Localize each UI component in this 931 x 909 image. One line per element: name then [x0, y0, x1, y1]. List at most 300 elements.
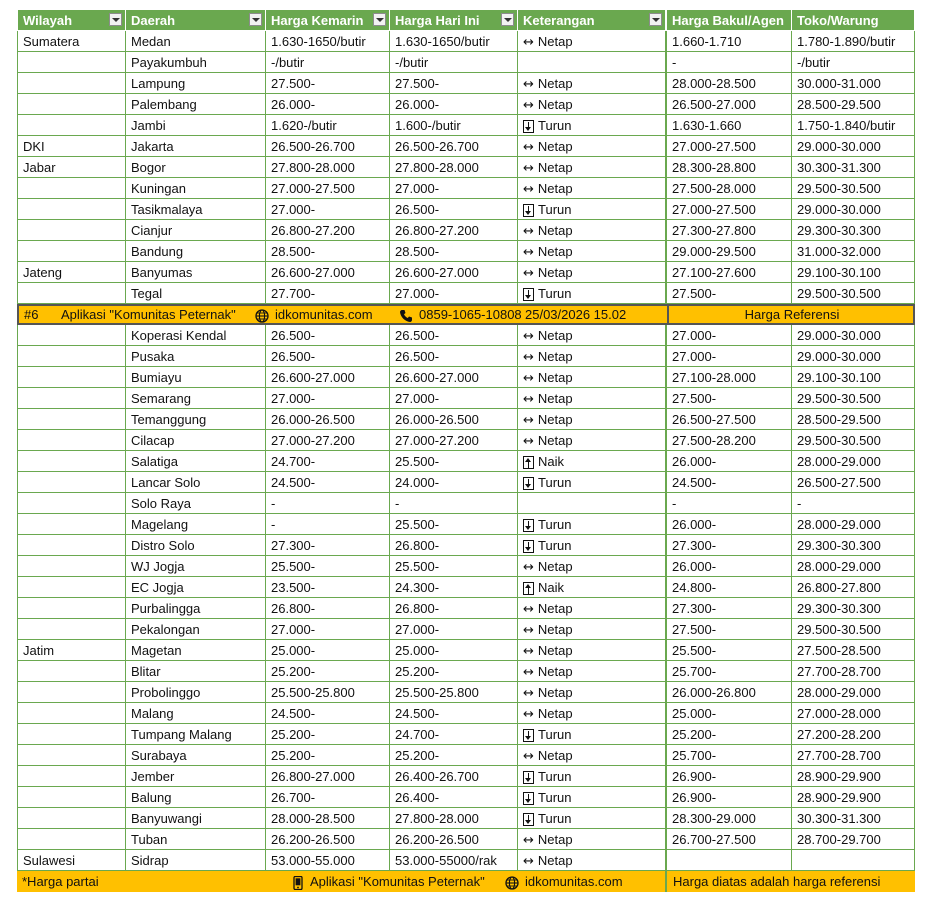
- cell-kemarin[interactable]: 28.500-: [265, 241, 389, 262]
- cell-hari-ini[interactable]: 25.500-: [389, 514, 517, 535]
- cell-bakul[interactable]: 26.000-: [665, 514, 791, 535]
- cell-bakul[interactable]: 27.500-: [665, 388, 791, 409]
- cell-daerah[interactable]: Bumiayu: [125, 367, 265, 388]
- cell-wilayah[interactable]: [17, 325, 125, 346]
- cell-hari-ini[interactable]: 27.000-: [389, 178, 517, 199]
- cell-toko[interactable]: 28.900-29.900: [791, 766, 915, 787]
- cell-daerah[interactable]: Bogor: [125, 157, 265, 178]
- cell-wilayah[interactable]: [17, 409, 125, 430]
- cell-kemarin[interactable]: 53.000-55.000: [265, 850, 389, 871]
- cell-status[interactable]: [517, 157, 665, 178]
- cell-hari-ini[interactable]: 24.700-: [389, 724, 517, 745]
- cell-status[interactable]: [517, 703, 665, 724]
- cell-wilayah[interactable]: Jateng: [17, 262, 125, 283]
- cell-toko[interactable]: 29.100-30.100: [791, 262, 915, 283]
- cell-bakul[interactable]: 1.630-1.660: [665, 115, 791, 136]
- cell-wilayah[interactable]: [17, 724, 125, 745]
- cell-kemarin[interactable]: -/butir: [265, 52, 389, 73]
- cell-wilayah[interactable]: [17, 808, 125, 829]
- cell-hari-ini[interactable]: 25.200-: [389, 745, 517, 766]
- cell-wilayah[interactable]: [17, 73, 125, 94]
- cell-bakul[interactable]: 26.700-27.500: [665, 829, 791, 850]
- cell-status[interactable]: [517, 346, 665, 367]
- table-row: [17, 808, 915, 829]
- cell-bakul[interactable]: 25.500-: [665, 640, 791, 661]
- cell-hari-ini[interactable]: 25.000-: [389, 640, 517, 661]
- cell-kemarin[interactable]: 27.500-: [265, 73, 389, 94]
- cell-toko[interactable]: 27.700-28.700: [791, 745, 915, 766]
- cell-kemarin[interactable]: 27.000-: [265, 619, 389, 640]
- cell-toko[interactable]: 28.500-29.500: [791, 409, 915, 430]
- cell-status[interactable]: [517, 556, 665, 577]
- cell-hari-ini[interactable]: 26.600-27.000: [389, 262, 517, 283]
- cell-wilayah[interactable]: [17, 556, 125, 577]
- cell-hari-ini[interactable]: 24.000-: [389, 472, 517, 493]
- cell-bakul[interactable]: 28.000-28.500: [665, 73, 791, 94]
- filter-dropdown-icon[interactable]: [109, 13, 122, 26]
- cell-daerah[interactable]: Banyuwangi: [125, 808, 265, 829]
- cell-status[interactable]: [517, 766, 665, 787]
- cell-status[interactable]: [517, 577, 665, 598]
- cell-bakul[interactable]: -: [665, 52, 791, 73]
- cell-hari-ini[interactable]: 24.300-: [389, 577, 517, 598]
- cell-daerah[interactable]: Cianjur: [125, 220, 265, 241]
- cell-wilayah[interactable]: [17, 703, 125, 724]
- cell-status[interactable]: [517, 241, 665, 262]
- cell-kemarin[interactable]: 26.600-27.000: [265, 262, 389, 283]
- cell-wilayah[interactable]: [17, 493, 125, 514]
- cell-status[interactable]: [517, 178, 665, 199]
- cell-daerah[interactable]: Kuningan: [125, 178, 265, 199]
- cell-wilayah[interactable]: [17, 745, 125, 766]
- cell-wilayah[interactable]: [17, 577, 125, 598]
- cell-status[interactable]: [517, 262, 665, 283]
- cell-daerah[interactable]: Pusaka: [125, 346, 265, 367]
- cell-kemarin[interactable]: 26.200-26.500: [265, 829, 389, 850]
- cell-status[interactable]: [517, 745, 665, 766]
- cell-toko[interactable]: 29.500-30.500: [791, 283, 915, 304]
- cell-status[interactable]: [517, 808, 665, 829]
- cell-status[interactable]: [517, 31, 665, 52]
- cell-hari-ini[interactable]: 26.500-26.700: [389, 136, 517, 157]
- cell-hari-ini[interactable]: 24.500-: [389, 703, 517, 724]
- down-arrow-icon: [523, 540, 534, 553]
- cell-daerah[interactable]: Tuban: [125, 829, 265, 850]
- cell-toko[interactable]: 31.000-32.000: [791, 241, 915, 262]
- cell-daerah[interactable]: Cilacap: [125, 430, 265, 451]
- cell-toko[interactable]: 29.500-30.500: [791, 430, 915, 451]
- cell-hari-ini[interactable]: 25.500-25.800: [389, 682, 517, 703]
- cell-hari-ini[interactable]: 27.000-: [389, 619, 517, 640]
- cell-daerah[interactable]: Banyumas: [125, 262, 265, 283]
- cell-toko[interactable]: 27.000-28.000: [791, 703, 915, 724]
- cell-daerah[interactable]: WJ Jogja: [125, 556, 265, 577]
- cell-bakul[interactable]: 25.000-: [665, 703, 791, 724]
- cell-daerah[interactable]: Jember: [125, 766, 265, 787]
- cell-wilayah[interactable]: [17, 388, 125, 409]
- cell-kemarin[interactable]: 26.800-: [265, 598, 389, 619]
- cell-hari-ini[interactable]: 26.200-26.500: [389, 829, 517, 850]
- cell-hari-ini[interactable]: 25.200-: [389, 661, 517, 682]
- cell-toko[interactable]: 26.500-27.500: [791, 472, 915, 493]
- cell-toko[interactable]: 27.700-28.700: [791, 661, 915, 682]
- cell-toko[interactable]: 29.300-30.300: [791, 598, 915, 619]
- cell-daerah[interactable]: Sidrap: [125, 850, 265, 871]
- cell-wilayah[interactable]: [17, 283, 125, 304]
- cell-toko[interactable]: 28.900-29.900: [791, 787, 915, 808]
- cell-wilayah[interactable]: [17, 94, 125, 115]
- cell-kemarin[interactable]: 24.500-: [265, 472, 389, 493]
- cell-toko[interactable]: 1.780-1.890/butir: [791, 31, 915, 52]
- cell-kemarin[interactable]: 25.200-: [265, 724, 389, 745]
- cell-toko[interactable]: 29.500-30.500: [791, 178, 915, 199]
- cell-toko[interactable]: 29.100-30.100: [791, 367, 915, 388]
- cell-toko[interactable]: 28.000-29.000: [791, 682, 915, 703]
- cell-hari-ini[interactable]: 26.500-: [389, 346, 517, 367]
- cell-toko[interactable]: 28.000-29.000: [791, 556, 915, 577]
- filter-dropdown-icon[interactable]: [649, 13, 662, 26]
- cell-toko[interactable]: 27.500-28.500: [791, 640, 915, 661]
- cell-daerah[interactable]: Temanggung: [125, 409, 265, 430]
- cell-wilayah[interactable]: [17, 451, 125, 472]
- cell-status[interactable]: [517, 661, 665, 682]
- cell-status[interactable]: [517, 430, 665, 451]
- cell-daerah[interactable]: Palembang: [125, 94, 265, 115]
- cell-bakul[interactable]: 27.500-: [665, 283, 791, 304]
- cell-hari-ini[interactable]: 1.630-1650/butir: [389, 31, 517, 52]
- cell-daerah[interactable]: Jakarta: [125, 136, 265, 157]
- cell-status[interactable]: [517, 724, 665, 745]
- cell-wilayah[interactable]: Jatim: [17, 640, 125, 661]
- cell-bakul[interactable]: 24.800-: [665, 577, 791, 598]
- cell-bakul[interactable]: 26.900-: [665, 766, 791, 787]
- cell-status[interactable]: [517, 619, 665, 640]
- cell-daerah[interactable]: Tasikmalaya: [125, 199, 265, 220]
- cell-status[interactable]: [517, 73, 665, 94]
- left-right-arrow-icon: ↔: [523, 686, 534, 701]
- cell-wilayah[interactable]: [17, 430, 125, 451]
- cell-hari-ini[interactable]: 26.800-: [389, 598, 517, 619]
- cell-daerah[interactable]: Pekalongan: [125, 619, 265, 640]
- cell-daerah[interactable]: Lampung: [125, 73, 265, 94]
- cell-kemarin[interactable]: 25.500-: [265, 556, 389, 577]
- cell-daerah[interactable]: Blitar: [125, 661, 265, 682]
- cell-wilayah[interactable]: DKI: [17, 136, 125, 157]
- cell-kemarin[interactable]: 25.200-: [265, 661, 389, 682]
- cell-hari-ini[interactable]: -: [389, 493, 517, 514]
- cell-hari-ini[interactable]: 28.500-: [389, 241, 517, 262]
- cell-status[interactable]: [517, 535, 665, 556]
- cell-daerah[interactable]: Bandung: [125, 241, 265, 262]
- cell-hari-ini[interactable]: 26.800-27.200: [389, 220, 517, 241]
- cell-bakul[interactable]: 27.000-27.500: [665, 199, 791, 220]
- cell-daerah[interactable]: Distro Solo: [125, 535, 265, 556]
- status-label: Turun: [538, 538, 572, 553]
- cell-kemarin[interactable]: -: [265, 514, 389, 535]
- cell-toko[interactable]: 29.500-30.500: [791, 388, 915, 409]
- cell-status[interactable]: [517, 325, 665, 346]
- cell-hari-ini[interactable]: 26.800-: [389, 535, 517, 556]
- cell-status[interactable]: [517, 493, 665, 514]
- cell-wilayah[interactable]: [17, 178, 125, 199]
- cell-hari-ini[interactable]: 26.000-: [389, 94, 517, 115]
- mobile-app-icon: [292, 871, 304, 892]
- cell-toko[interactable]: 29.300-30.300: [791, 535, 915, 556]
- cell-hari-ini[interactable]: 27.000-27.200: [389, 430, 517, 451]
- cell-bakul[interactable]: 27.300-: [665, 598, 791, 619]
- cell-hari-ini[interactable]: 1.600-/butir: [389, 115, 517, 136]
- cell-toko[interactable]: 27.200-28.200: [791, 724, 915, 745]
- cell-wilayah[interactable]: [17, 472, 125, 493]
- cell-toko[interactable]: 30.300-31.300: [791, 157, 915, 178]
- cell-kemarin[interactable]: 27.000-: [265, 199, 389, 220]
- cell-kemarin[interactable]: 1.620-/butir: [265, 115, 389, 136]
- cell-bakul[interactable]: 25.700-: [665, 661, 791, 682]
- cell-kemarin[interactable]: 28.000-28.500: [265, 808, 389, 829]
- cell-bakul[interactable]: 27.100-27.600: [665, 262, 791, 283]
- cell-status[interactable]: [517, 94, 665, 115]
- cell-status[interactable]: [517, 409, 665, 430]
- cell-bakul[interactable]: 27.000-27.500: [665, 136, 791, 157]
- cell-kemarin[interactable]: -: [265, 493, 389, 514]
- table-row: [17, 514, 915, 535]
- cell-bakul[interactable]: 27.500-28.000: [665, 178, 791, 199]
- cell-hari-ini[interactable]: 27.000-: [389, 388, 517, 409]
- cell-status[interactable]: [517, 136, 665, 157]
- cell-bakul[interactable]: 26.000-26.800: [665, 682, 791, 703]
- status-label: Netap: [537, 349, 573, 364]
- table-row: [17, 472, 915, 493]
- cell-wilayah[interactable]: Jabar: [17, 157, 125, 178]
- cell-bakul[interactable]: 26.500-27.000: [665, 94, 791, 115]
- cell-daerah[interactable]: Magetan: [125, 640, 265, 661]
- cell-kemarin[interactable]: 27.000-27.200: [265, 430, 389, 451]
- down-arrow-icon: [523, 813, 534, 826]
- cell-kemarin[interactable]: 26.500-: [265, 346, 389, 367]
- cell-bakul[interactable]: 26.500-27.500: [665, 409, 791, 430]
- cell-hari-ini[interactable]: 27.000-: [389, 283, 517, 304]
- cell-kemarin[interactable]: 27.700-: [265, 283, 389, 304]
- cell-bakul[interactable]: 27.300-: [665, 535, 791, 556]
- cell-daerah[interactable]: Solo Raya: [125, 493, 265, 514]
- cell-kemarin[interactable]: 26.600-27.000: [265, 367, 389, 388]
- cell-kemarin[interactable]: 25.200-: [265, 745, 389, 766]
- cell-status[interactable]: [517, 451, 665, 472]
- left-right-arrow-icon: ↔: [523, 602, 534, 617]
- cell-hari-ini[interactable]: 26.600-27.000: [389, 367, 517, 388]
- cell-daerah[interactable]: Koperasi Kendal: [125, 325, 265, 346]
- cell-kemarin[interactable]: 23.500-: [265, 577, 389, 598]
- cell-wilayah[interactable]: [17, 682, 125, 703]
- cell-wilayah[interactable]: [17, 787, 125, 808]
- cell-kemarin[interactable]: 26.800-27.200: [265, 220, 389, 241]
- cell-status[interactable]: [517, 283, 665, 304]
- cell-wilayah[interactable]: [17, 115, 125, 136]
- cell-wilayah[interactable]: [17, 367, 125, 388]
- cell-status[interactable]: [517, 115, 665, 136]
- cell-toko[interactable]: 29.000-30.000: [791, 136, 915, 157]
- cell-bakul[interactable]: 27.500-28.200: [665, 430, 791, 451]
- cell-kemarin[interactable]: 1.630-1650/butir: [265, 31, 389, 52]
- left-right-arrow-icon: ↔: [523, 329, 534, 344]
- cell-status[interactable]: [517, 829, 665, 850]
- cell-hari-ini[interactable]: 53.000-55000/rak: [389, 850, 517, 871]
- cell-hari-ini[interactable]: 27.800-28.000: [389, 157, 517, 178]
- cell-bakul[interactable]: 27.300-27.800: [665, 220, 791, 241]
- cell-wilayah[interactable]: Sumatera: [17, 31, 125, 52]
- cell-hari-ini[interactable]: 27.800-28.000: [389, 808, 517, 829]
- cell-status[interactable]: [517, 220, 665, 241]
- cell-toko[interactable]: 29.300-30.300: [791, 220, 915, 241]
- cell-bakul[interactable]: 27.000-: [665, 346, 791, 367]
- cell-daerah[interactable]: Probolinggo: [125, 682, 265, 703]
- cell-toko[interactable]: 28.000-29.000: [791, 514, 915, 535]
- cell-kemarin[interactable]: 25.500-25.800: [265, 682, 389, 703]
- cell-kemarin[interactable]: 24.700-: [265, 451, 389, 472]
- cell-bakul[interactable]: 26.000-: [665, 556, 791, 577]
- table-row: [17, 199, 915, 220]
- cell-bakul[interactable]: 25.200-: [665, 724, 791, 745]
- cell-daerah[interactable]: Tegal: [125, 283, 265, 304]
- cell-hari-ini[interactable]: -/butir: [389, 52, 517, 73]
- cell-status[interactable]: [517, 388, 665, 409]
- cell-daerah[interactable]: Semarang: [125, 388, 265, 409]
- cell-daerah[interactable]: Payakumbuh: [125, 52, 265, 73]
- cell-toko[interactable]: 28.500-29.500: [791, 94, 915, 115]
- cell-toko[interactable]: 29.500-30.500: [791, 619, 915, 640]
- table-row: [17, 430, 915, 451]
- cell-wilayah[interactable]: [17, 514, 125, 535]
- cell-hari-ini[interactable]: 25.500-: [389, 451, 517, 472]
- cell-bakul[interactable]: [665, 850, 791, 871]
- cell-daerah[interactable]: Tumpang Malang: [125, 724, 265, 745]
- cell-wilayah[interactable]: [17, 619, 125, 640]
- cell-kemarin[interactable]: 27.800-28.000: [265, 157, 389, 178]
- cell-hari-ini[interactable]: 26.500-: [389, 325, 517, 346]
- cell-kemarin[interactable]: 26.700-: [265, 787, 389, 808]
- cell-bakul[interactable]: 29.000-29.500: [665, 241, 791, 262]
- cell-wilayah[interactable]: [17, 241, 125, 262]
- cell-daerah[interactable]: Medan: [125, 31, 265, 52]
- cell-wilayah[interactable]: [17, 199, 125, 220]
- up-arrow-icon: [523, 582, 534, 595]
- cell-hari-ini[interactable]: 27.500-: [389, 73, 517, 94]
- cell-toko[interactable]: -: [791, 493, 915, 514]
- cell-hari-ini[interactable]: 25.500-: [389, 556, 517, 577]
- cell-toko[interactable]: 28.700-29.700: [791, 829, 915, 850]
- cell-toko[interactable]: 1.750-1.840/butir: [791, 115, 915, 136]
- cell-status[interactable]: [517, 52, 665, 73]
- cell-bakul[interactable]: 24.500-: [665, 472, 791, 493]
- cell-bakul[interactable]: 1.660-1.710: [665, 31, 791, 52]
- cell-status[interactable]: [517, 514, 665, 535]
- cell-bakul[interactable]: 27.100-28.000: [665, 367, 791, 388]
- cell-daerah[interactable]: Surabaya: [125, 745, 265, 766]
- cell-kemarin[interactable]: 26.500-26.700: [265, 136, 389, 157]
- cell-daerah[interactable]: Malang: [125, 703, 265, 724]
- footer-app: Aplikasi "Komunitas Peternak": [310, 874, 485, 889]
- cell-wilayah[interactable]: [17, 52, 125, 73]
- cell-kemarin[interactable]: 26.800-27.000: [265, 766, 389, 787]
- cell-bakul[interactable]: 28.300-28.800: [665, 157, 791, 178]
- cell-kemarin[interactable]: 27.300-: [265, 535, 389, 556]
- cell-wilayah[interactable]: [17, 346, 125, 367]
- cell-toko[interactable]: 26.800-27.800: [791, 577, 915, 598]
- cell-bakul[interactable]: 28.300-29.000: [665, 808, 791, 829]
- cell-status[interactable]: [517, 598, 665, 619]
- cell-kemarin[interactable]: 27.000-27.500: [265, 178, 389, 199]
- cell-daerah[interactable]: Balung: [125, 787, 265, 808]
- filter-dropdown-icon[interactable]: [249, 13, 262, 26]
- cell-hari-ini[interactable]: 26.400-: [389, 787, 517, 808]
- cell-hari-ini[interactable]: 26.500-: [389, 199, 517, 220]
- cell-toko[interactable]: 29.000-30.000: [791, 199, 915, 220]
- cell-wilayah[interactable]: [17, 766, 125, 787]
- cell-kemarin[interactable]: 24.500-: [265, 703, 389, 724]
- cell-bakul[interactable]: 26.900-: [665, 787, 791, 808]
- cell-kemarin[interactable]: 25.000-: [265, 640, 389, 661]
- cell-kemarin[interactable]: 27.000-: [265, 388, 389, 409]
- cell-status[interactable]: [517, 472, 665, 493]
- cell-wilayah[interactable]: [17, 661, 125, 682]
- cell-daerah[interactable]: Magelang: [125, 514, 265, 535]
- cell-daerah[interactable]: EC Jogja: [125, 577, 265, 598]
- cell-daerah[interactable]: Jambi: [125, 115, 265, 136]
- header-harga-hari-ini: [389, 10, 517, 31]
- cell-toko[interactable]: 30.300-31.300: [791, 808, 915, 829]
- cell-wilayah[interactable]: [17, 598, 125, 619]
- cell-status[interactable]: [517, 199, 665, 220]
- cell-bakul[interactable]: 26.000-: [665, 451, 791, 472]
- cell-status[interactable]: [517, 850, 665, 871]
- cell-kemarin[interactable]: 26.000-: [265, 94, 389, 115]
- filter-dropdown-icon[interactable]: [373, 13, 386, 26]
- table-row: [17, 598, 915, 619]
- cell-wilayah[interactable]: [17, 829, 125, 850]
- watermark-band: [17, 304, 915, 325]
- cell-daerah[interactable]: Purbalingga: [125, 598, 265, 619]
- cell-bakul[interactable]: 27.500-: [665, 619, 791, 640]
- cell-status[interactable]: [517, 367, 665, 388]
- cell-status[interactable]: [517, 682, 665, 703]
- cell-wilayah[interactable]: [17, 220, 125, 241]
- table-row: [17, 136, 915, 157]
- cell-toko[interactable]: 30.000-31.000: [791, 73, 915, 94]
- cell-bakul[interactable]: 25.700-: [665, 745, 791, 766]
- cell-kemarin[interactable]: 26.500-: [265, 325, 389, 346]
- down-arrow-icon: [523, 771, 534, 784]
- cell-hari-ini[interactable]: 26.000-26.500: [389, 409, 517, 430]
- cell-daerah[interactable]: Salatiga: [125, 451, 265, 472]
- cell-wilayah[interactable]: Sulawesi: [17, 850, 125, 871]
- cell-status[interactable]: [517, 787, 665, 808]
- cell-kemarin[interactable]: 26.000-26.500: [265, 409, 389, 430]
- cell-toko[interactable]: [791, 850, 915, 871]
- cell-toko[interactable]: 29.000-30.000: [791, 325, 915, 346]
- cell-status[interactable]: [517, 640, 665, 661]
- cell-bakul[interactable]: 27.000-: [665, 325, 791, 346]
- cell-bakul[interactable]: -: [665, 493, 791, 514]
- cell-wilayah[interactable]: [17, 535, 125, 556]
- cell-daerah[interactable]: Lancar Solo: [125, 472, 265, 493]
- header-keterangan-label: Keterangan: [523, 13, 595, 28]
- cell-toko[interactable]: 29.000-30.000: [791, 346, 915, 367]
- filter-dropdown-icon[interactable]: [501, 13, 514, 26]
- cell-toko[interactable]: -/butir: [791, 52, 915, 73]
- header-row: [17, 10, 915, 31]
- cell-toko[interactable]: 28.000-29.000: [791, 451, 915, 472]
- cell-hari-ini[interactable]: 26.400-26.700: [389, 766, 517, 787]
